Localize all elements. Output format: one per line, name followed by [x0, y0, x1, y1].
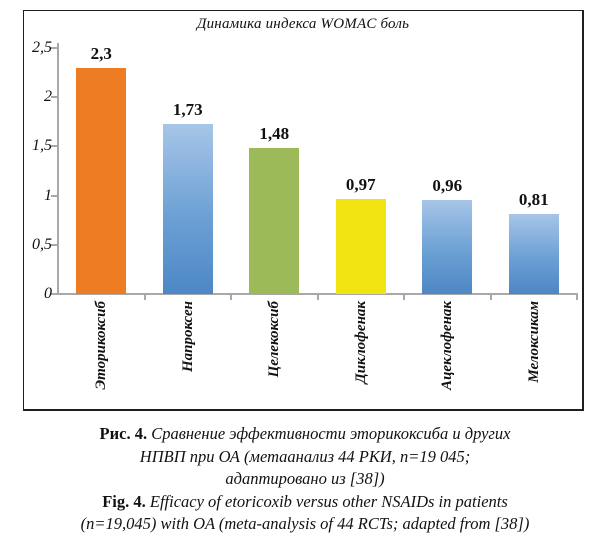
caption-text: (n=19,045) with OA (meta-analysis of 44 RCTs; adapted from [38]) [80, 514, 530, 533]
y-tick-label: 2 [44, 88, 52, 106]
y-tick-label: 1,5 [32, 137, 52, 155]
bar-4 [336, 199, 386, 294]
caption-line [0, 423, 610, 446]
bar-value-label: 2,3 [90, 43, 112, 63]
y-tick-label: 0 [44, 285, 52, 302]
bar-value-label: 1,73 [172, 99, 203, 119]
x-tick [230, 295, 232, 300]
bar-value-label: 0,97 [345, 174, 376, 194]
category-label: Эторикоксиб [93, 301, 110, 390]
category-label: Ацеклофенак [439, 301, 456, 390]
bar-value-label: 0,96 [432, 175, 463, 195]
caption-text: Сравнение эффективности эторикоксиба и других [147, 424, 511, 443]
caption-line [0, 446, 610, 469]
category-label: Мелоксикам [525, 301, 542, 383]
bar-value-label: 0,81 [518, 190, 549, 210]
caption-line [0, 468, 610, 491]
bar-2 [163, 124, 213, 294]
x-tick [317, 295, 319, 300]
caption-figure-label: Рис. 4. [99, 424, 148, 443]
bar-5 [422, 200, 472, 294]
x-tick [490, 295, 492, 300]
category-label: Целекоксиб [266, 301, 283, 378]
y-tick-label: 2,5 [32, 39, 52, 56]
x-tick [403, 295, 405, 300]
caption-text: адаптировано из [38]) [225, 469, 385, 488]
caption-figure-label: Fig. 4. [102, 491, 146, 511]
bar-3 [249, 148, 299, 294]
caption-line [0, 513, 610, 536]
x-tick [576, 295, 578, 300]
caption-line [0, 491, 610, 514]
y-tick-label: 0,5 [32, 235, 52, 253]
plot-area [32, 39, 577, 390]
caption-text: НПВП при ОА (метаанализ 44 РКИ, n=19 045; [139, 446, 471, 466]
x-tick [144, 295, 146, 300]
figure-caption [0, 423, 610, 536]
chart-title: Динамика индекса WOMAC боль [196, 16, 410, 32]
bar-6 [509, 214, 559, 294]
y-tick-label: 1 [44, 186, 52, 204]
chart-frame [23, 10, 584, 411]
category-label: Диклофенак [352, 301, 369, 384]
category-label: Напроксен [179, 301, 196, 372]
bar-1 [76, 68, 126, 294]
bar-value-label: 1,48 [259, 124, 290, 144]
y-axis [57, 43, 59, 295]
caption-text: Efficacy of etoricoxib versus other NSAIDs in patients [145, 491, 508, 511]
